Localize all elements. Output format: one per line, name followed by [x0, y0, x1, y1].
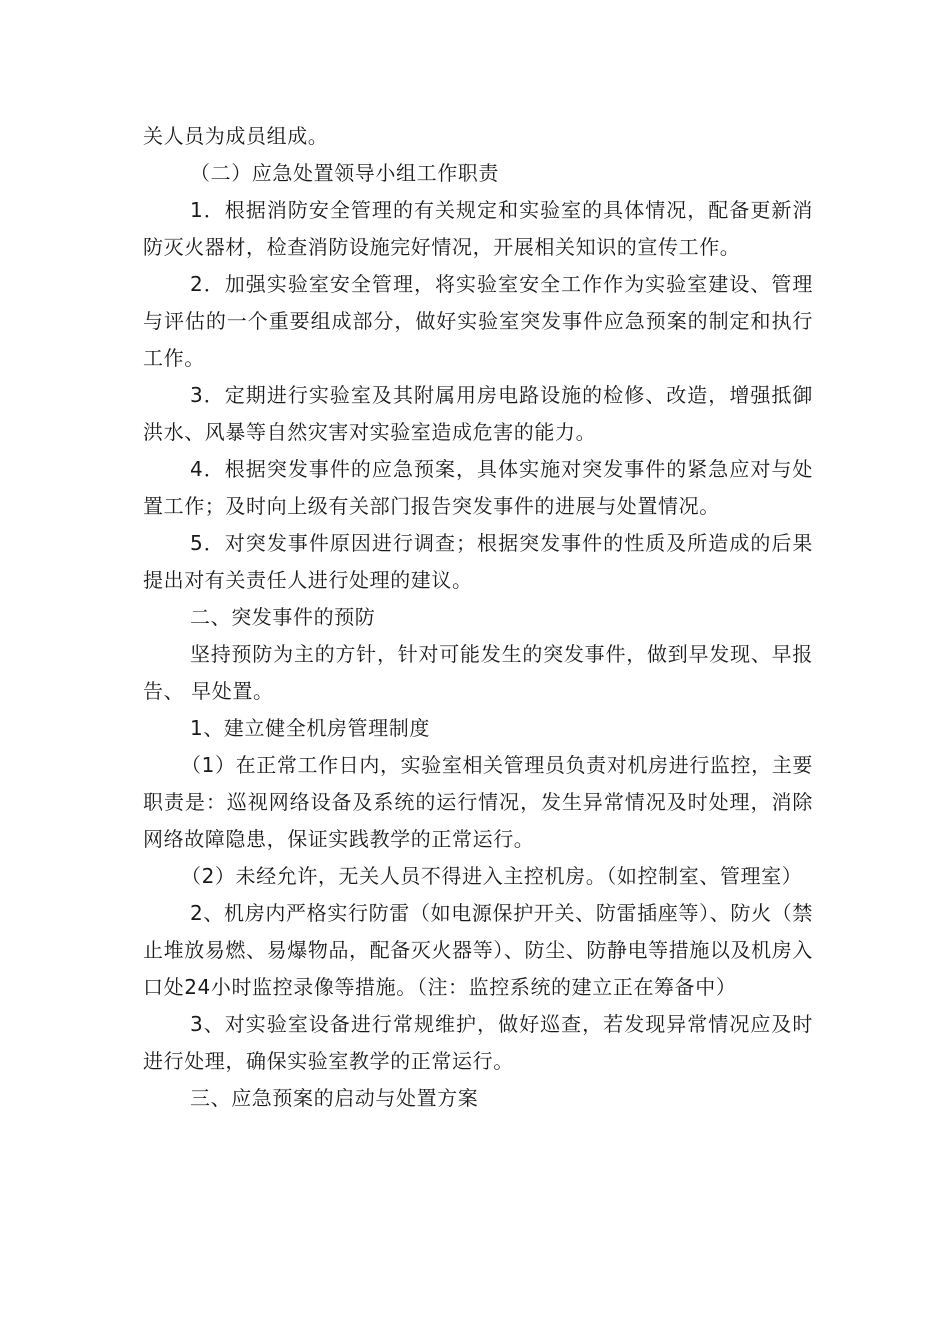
section-heading-response: 三、应急预案的启动与处置方案 [190, 1086, 479, 1110]
prevention-subitem-1: （1）在正常工作日内，实验室相关管理员负责对机房进行监控，主要职责是：巡视网络设备及系统的运行情况，发生异常情况及时处理，消除网络故障隐患，保证实践教学的正常运行。 [143, 753, 813, 851]
prevention-item-2: 2、机房内严格实行防雷（如电源保护开关、防雷插座等）、防火（禁止堆放易燃、易爆物品，配备灭火器等）、防尘、防静电等措施以及机房入口处24小时监控录像等措施。（注：监控系统的建立正在筹备中） [143, 901, 813, 999]
duty-item-3: 3．定期进行实验室及其附属用房电路设施的检修、改造，增强抵御洪水、风暴等自然灾害对实验室造成危害的能力。 [143, 383, 813, 444]
section-heading-duties: （二）应急处置领导小组工作职责 [190, 161, 499, 185]
section-heading-prevention: 二、突发事件的预防 [190, 605, 376, 629]
duty-item-5: 5．对突发事件原因进行调查；根据突发事件的性质及所造成的后果提出对有关责任人进行处理的建议。 [143, 531, 813, 592]
prevention-principle: 坚持预防为主的方针，针对可能发生的突发事件，做到早发现、早报告、 早处置。 [143, 642, 813, 703]
paragraph-continuation: 关人员为成员组成。 [143, 124, 329, 148]
duty-item-1: 1．根据消防安全管理的有关规定和实验室的具体情况，配备更新消防灭火器材，检查消防设施完好情况，开展相关知识的宣传工作。 [143, 198, 813, 259]
duty-item-4: 4．根据突发事件的应急预案，具体实施对突发事件的紧急应对与处置工作；及时向上级有关部门报告突发事件的进展与处置情况。 [143, 457, 813, 518]
document-body [143, 118, 813, 1117]
prevention-item-3: 3、对实验室设备进行常规维护，做好巡查，若发现异常情况应及时进行处理，确保实验室教学的正常运行。 [143, 1012, 813, 1073]
prevention-subitem-2: （2）未经允许，无关人员不得进入主控机房。（如控制室、管理室） [181, 864, 803, 888]
duty-item-2: 2．加强实验室安全管理，将实验室安全工作作为实验室建设、管理与评估的一个重要组成部分，做好实验室突发事件应急预案的制定和执行工作。 [143, 272, 813, 370]
prevention-item-1: 1、建立健全机房管理制度 [190, 716, 430, 740]
